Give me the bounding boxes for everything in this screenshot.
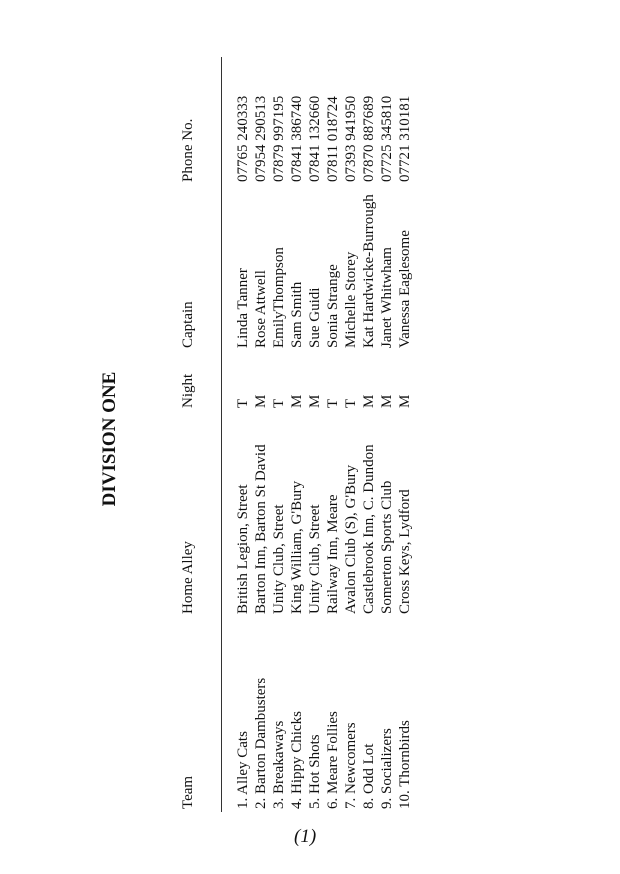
header-team: Team — [180, 775, 196, 809]
header-home-alley: Home Alley — [180, 541, 196, 614]
home-alley: Castlebrook Inn, C. Dundon — [361, 444, 377, 614]
captain: Michelle Storey — [343, 251, 359, 348]
captain: Janet Whitwham — [379, 247, 395, 348]
table-row — [396, 0, 414, 874]
header-phone: Phone No. — [180, 118, 196, 182]
table-row — [288, 0, 306, 874]
phone: 07393 941950 — [343, 95, 359, 182]
page-number: (1) — [294, 826, 317, 847]
home-alley: Railway Inn, Meare — [325, 494, 341, 614]
night: M — [307, 394, 323, 408]
team-name: 5. Hot Shots — [307, 734, 323, 809]
team-name: 3. Breakaways — [271, 720, 287, 809]
home-alley: Barton Inn, Barton St David — [253, 444, 269, 614]
home-alley: Cross Keys, Lydford — [397, 489, 413, 614]
phone: 07841 386740 — [289, 95, 305, 182]
table-row — [342, 0, 360, 874]
page-title: DIVISION ONE — [99, 371, 120, 507]
night: T — [271, 398, 287, 408]
home-alley: Unity Club, Street — [271, 504, 287, 614]
night: M — [289, 394, 305, 408]
home-alley: King William, G'Bury — [289, 480, 305, 614]
home-alley: Unity Club, Street — [307, 504, 323, 614]
team-name: 8. Odd Lot — [361, 743, 377, 809]
captain: Vanessa Eaglesome — [397, 230, 413, 348]
night: T — [235, 398, 251, 408]
team-name: 4. Hippy Chicks — [289, 711, 305, 809]
phone: 07870 887689 — [361, 95, 377, 182]
table-row — [234, 0, 252, 874]
night: M — [361, 394, 377, 408]
night: T — [325, 398, 341, 408]
table-header — [180, 0, 204, 874]
table-row — [306, 0, 324, 874]
table-row — [270, 0, 288, 874]
team-name: 7. Newcomers — [343, 722, 359, 809]
home-alley: British Legion, Street — [235, 484, 251, 614]
night: M — [379, 394, 395, 408]
captain: Sue Guidi — [307, 287, 323, 348]
phone: 07879 997195 — [271, 95, 287, 182]
captain: Sam Smith — [289, 281, 305, 348]
night: M — [253, 394, 269, 408]
header-captain: Captain — [180, 301, 196, 348]
phone: 07841 132660 — [307, 95, 323, 182]
team-name: 10. Thornbirds — [397, 720, 413, 809]
header-divider — [221, 57, 222, 812]
table-row — [324, 0, 342, 874]
captain: Rose Attwell — [253, 270, 269, 348]
home-alley: Avalon Club (S), G'Bury — [343, 464, 359, 614]
night: M — [397, 394, 413, 408]
captain: Kat Hardwicke-Burrough — [361, 194, 377, 348]
phone: 07811 018724 — [325, 96, 341, 182]
phone: 07721 310181 — [397, 95, 413, 182]
phone: 07725 345810 — [379, 95, 395, 182]
phone: 07954 290513 — [253, 95, 269, 182]
night: T — [343, 398, 359, 408]
header-night: Night — [180, 373, 196, 408]
phone: 07765 240333 — [235, 95, 251, 182]
table-row — [360, 0, 378, 874]
team-name: 2. Barton Dambusters — [253, 677, 269, 809]
captain: Linda Tanner — [235, 268, 251, 348]
captain: Sonia Strange — [325, 264, 341, 348]
captain: EmilyThompson — [271, 247, 287, 348]
home-alley: Somerton Sports Club — [379, 480, 395, 614]
team-name: 9. Socializers — [379, 728, 395, 809]
team-name: 1. Alley Cats — [235, 731, 251, 809]
team-name: 6. Meare Follies — [325, 711, 341, 809]
table-row — [378, 0, 396, 874]
table-row — [252, 0, 270, 874]
